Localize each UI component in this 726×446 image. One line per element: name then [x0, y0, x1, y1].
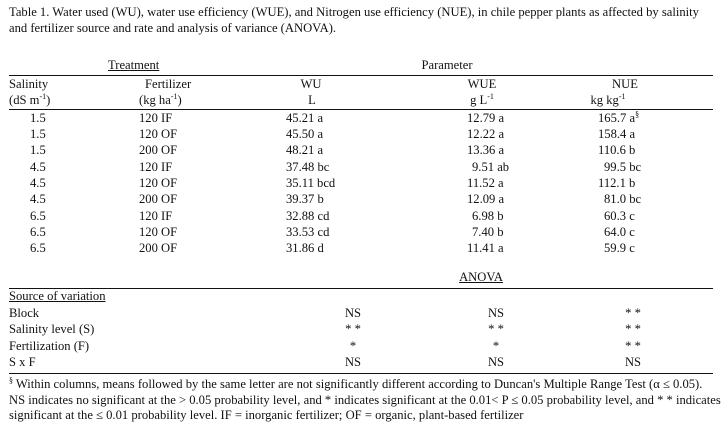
footnote: § Within columns, means followed by the same letter are not significantly different according to Duncan's Multiple Range Test (α ≤ 0.05). NS indicates no significant at the > 0.05 probability level, and * indicates significant at the 0.01< P ≤ 0.05 probability level, and * * indicates significant at the ≤ 0.01 probability level. IF = inorganic fertilizer; OF = organic, plant-based fertilizer	[9, 375, 721, 422]
wu-cell: 45.50 a	[286, 127, 324, 141]
fertilizer-cell: 120 OF	[139, 127, 178, 141]
salinity-header: Salinity	[9, 77, 49, 91]
treatment-header: Treatment	[108, 58, 160, 72]
salinity-cell: 4.5	[30, 160, 46, 174]
anova-source: Fertilization (F)	[9, 339, 90, 353]
nue-header: NUE	[612, 77, 638, 91]
source-of-variation-header: Source of variation	[9, 289, 106, 303]
fertilizer-cell: 120 OF	[139, 225, 178, 239]
wu-cell: 32.88 cd	[286, 209, 330, 223]
nue-cell: 64.0 c	[604, 225, 635, 239]
table-caption: Table 1. Water used (WU), water use efficiency (WUE), and Nitrogen use efficiency (NUE), in chile pepper plants as affected by salinity and fertilizer source and rate and analysis of variance (ANOVA).	[9, 5, 699, 35]
nue-cell: 81.0 bc	[604, 192, 642, 206]
wu-cell: 37.48 bc	[286, 160, 330, 174]
anova-wue: * *	[488, 322, 504, 336]
wu-header: WU	[300, 77, 322, 91]
anova-wue: *	[492, 339, 500, 353]
fertilizer-cell: 120 IF	[139, 160, 173, 174]
wu-cell: 31.86 d	[286, 241, 324, 255]
nue-cell: 60.3 c	[604, 209, 635, 223]
header-bottom-rule	[9, 109, 713, 110]
salinity-cell: 6.5	[30, 209, 46, 223]
wu-unit: L	[308, 93, 316, 107]
parameter-header: Parameter	[421, 58, 473, 72]
anova-wu: NS	[344, 306, 362, 320]
wu-cell: 48.21 a	[286, 143, 324, 157]
anova-wu: * *	[345, 322, 361, 336]
nue-unit: kg $kg^{-1}$	[590, 91, 626, 107]
nue-cell: 110.6 b	[598, 143, 636, 157]
fertilizer-header: Fertilizer	[145, 77, 192, 91]
wue-cell: 7.40 b	[472, 225, 504, 239]
salinity-cell: 6.5	[30, 225, 46, 239]
wu-cell: 33.53 cd	[286, 225, 330, 239]
fertilizer-cell: 120 IF	[139, 209, 173, 223]
wue-cell: 13.36 a	[467, 143, 505, 157]
wu-cell: 39.37 b	[286, 192, 324, 206]
anova-wu: *	[349, 339, 357, 353]
anova-wu: NS	[344, 355, 362, 369]
anova-top-rule	[9, 288, 713, 289]
fertilizer-cell: 200 OF	[139, 143, 178, 157]
nue-cell: 158.4 a	[598, 127, 636, 141]
nue-cell: 99.5 bc	[604, 160, 642, 174]
salinity-cell: 4.5	[30, 176, 46, 190]
table-top-rule	[9, 75, 713, 76]
fertilizer-cell: 120 IF	[139, 111, 173, 125]
fertilizer-cell: 200 OF	[139, 192, 178, 206]
anova-nue: * *	[625, 306, 641, 320]
anova-wue: NS	[487, 355, 505, 369]
wue-cell: 12.22 a	[467, 127, 505, 141]
fertilizer-cell: 120 OF	[139, 176, 178, 190]
wue-unit: g $L^{-1}$	[470, 91, 494, 107]
wue-cell: 6.98 b	[472, 209, 504, 223]
wue-cell: 12.79 a	[467, 111, 505, 125]
salinity-cell: 4.5	[30, 192, 46, 206]
anova-nue: NS	[624, 355, 642, 369]
wu-cell: 45.21 a	[286, 111, 324, 125]
nue-cell: 59.9 c	[604, 241, 635, 255]
fertilizer-unit: (kg $ha^{-1}$)	[139, 91, 182, 107]
anova-source: S x F	[9, 355, 36, 369]
anova-source: Salinity level (S)	[9, 322, 95, 336]
anova-title: ANOVA	[459, 270, 503, 284]
wue-cell: 9.51 ab	[472, 160, 510, 174]
anova-source: Block	[9, 306, 40, 320]
salinity-cell: 1.5	[30, 111, 46, 125]
nue-cell: 112.1 b	[598, 176, 636, 190]
nue-cell: 165.7 a§	[598, 109, 640, 125]
salinity-cell: 6.5	[30, 241, 46, 255]
wue-cell: 12.09 a	[467, 192, 505, 206]
anova-wue: NS	[487, 306, 505, 320]
wu-cell: 35.11 bcd	[286, 176, 336, 190]
wue-header: WUE	[467, 77, 497, 91]
wue-cell: 11.41 a	[467, 241, 504, 255]
wue-cell: 11.52 a	[467, 176, 504, 190]
anova-nue: * *	[625, 322, 641, 336]
table-bottom-rule	[9, 373, 713, 374]
anova-nue: * *	[625, 339, 641, 353]
salinity-unit: (dS $m^{-1}$)	[9, 91, 51, 107]
salinity-cell: 1.5	[30, 143, 46, 157]
salinity-cell: 1.5	[30, 127, 46, 141]
fertilizer-cell: 200 OF	[139, 241, 178, 255]
